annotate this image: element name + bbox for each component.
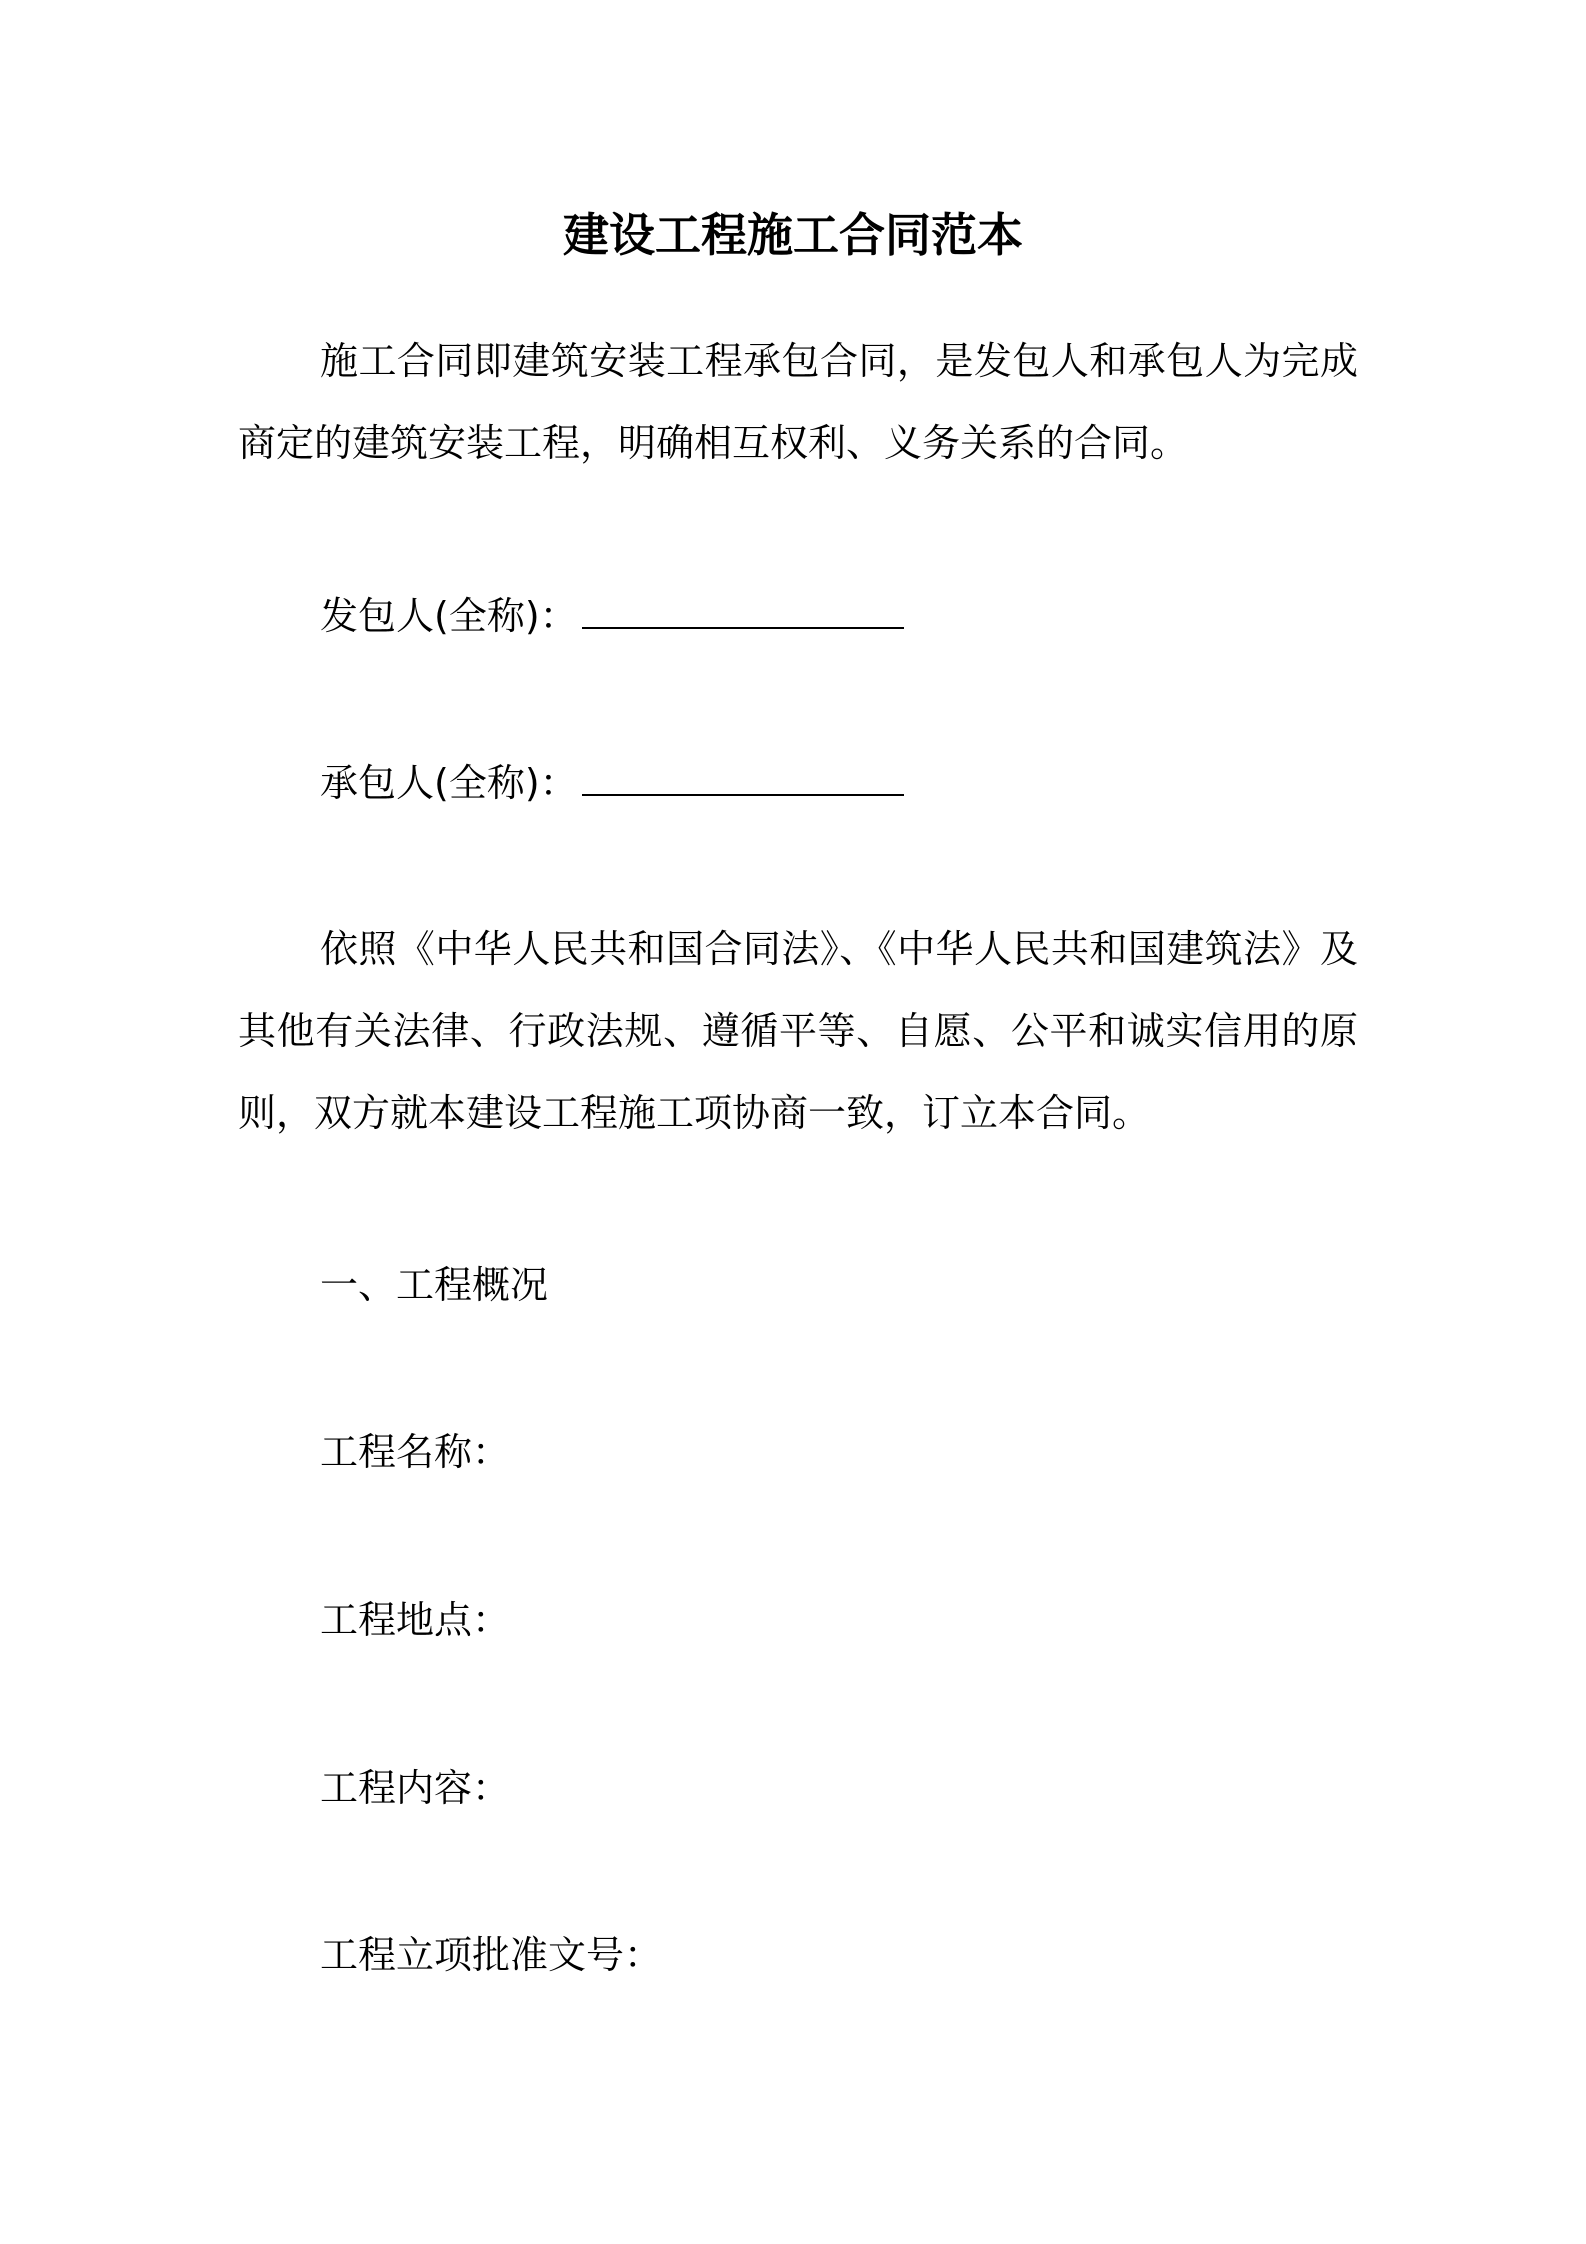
basis-paragraph: 依照《中华人民共和国合同法》、《中华人民共和国建筑法》及其他有关法律、行政法规、遵循平等、自愿、公平和诚实信用的原则，双方就本建设工程施工项协商一致，订立本合同。: [238, 927, 1358, 1135]
contractor-blank-line: [582, 752, 904, 796]
project-content-label: 工程内容：: [320, 1766, 511, 1810]
document-title: 建设工程施工合同范本: [563, 208, 1023, 262]
intro-paragraph: 施工合同即建筑安装工程承包合同，是发包人和承包人为完成商定的建筑安装工程，明确相互权利、义务关系的合同。: [238, 339, 1358, 465]
employer-field: [320, 585, 904, 646]
employer-label: 发包人(全称)：: [320, 594, 578, 638]
contractor-label: 承包人(全称)：: [320, 761, 578, 805]
approval-number-label: 工程立项批准文号：: [320, 1933, 663, 1977]
contractor-field: [320, 752, 904, 813]
project-name-label: 工程名称：: [320, 1430, 511, 1474]
project-location-label: 工程地点：: [320, 1598, 511, 1642]
employer-blank-line: [582, 585, 904, 629]
section-heading-1: 一、工程概况: [320, 1263, 549, 1307]
